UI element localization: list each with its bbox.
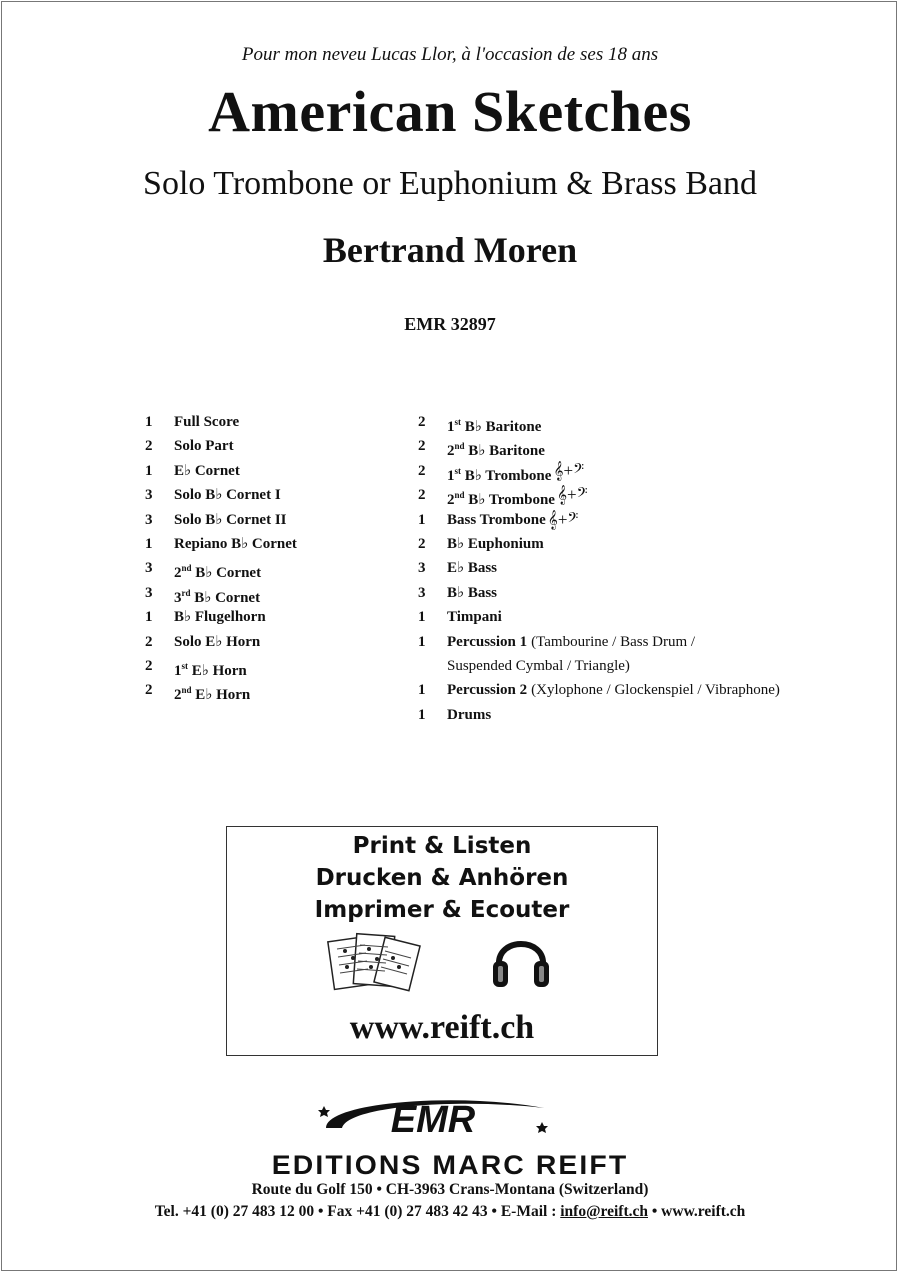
ordinal-suffix: nd: [454, 490, 465, 501]
logo-text: EMR: [390, 1099, 476, 1141]
ordinal-number: 2: [174, 565, 182, 582]
part-name: [447, 605, 502, 629]
part-label: Drums: [447, 706, 492, 723]
part-name: [447, 508, 546, 532]
part-label: B♭ Baritone: [464, 419, 542, 435]
part-label: B♭ Trombone: [464, 467, 552, 484]
part-quantity: 1: [145, 462, 153, 479]
part-quantity: 1: [418, 682, 426, 699]
catalog-number: EMR 32897: [404, 314, 496, 334]
clef-icon: 𝄞+𝄢: [553, 460, 585, 480]
part-row: [418, 532, 780, 556]
part-name: [447, 459, 551, 483]
subtitle: Solo Trombone or Euphonium & Brass Band: [143, 165, 757, 202]
part-quantity: 2: [418, 535, 426, 552]
part-label: B♭ Euphonium: [447, 535, 544, 552]
part-label: B♭ Trombone: [468, 492, 555, 509]
part-quantity: 2: [418, 487, 426, 504]
part-label: Solo B♭ Cornet I: [174, 487, 281, 504]
part-quantity: 1: [145, 535, 153, 552]
print-listen-box: [226, 826, 658, 1056]
parts-list-left: [145, 410, 297, 703]
part-row: [418, 483, 780, 507]
composer: Bertrand Moren: [322, 230, 578, 270]
headphones-icon: [489, 927, 553, 993]
part-name: [447, 703, 491, 727]
part-name: [174, 459, 240, 483]
promo-line-english: Print & Listen: [352, 833, 532, 859]
part-label: Repiano B♭ Cornet: [174, 535, 297, 552]
publisher-address: Route du Golf 150 • CH-3963 Crans-Montana (Switzerland): [251, 1181, 649, 1198]
part-quantity: 2: [418, 462, 426, 479]
part-quantity: 3: [145, 511, 153, 528]
part-quantity: 1: [418, 633, 426, 650]
part-row: [145, 630, 297, 654]
part-label: B♭ Cornet: [195, 565, 262, 582]
promo-url[interactable]: www.reift.ch: [349, 1009, 535, 1046]
part-label: E♭ Horn: [191, 662, 247, 679]
part-name: [174, 630, 260, 654]
part-label: Percussion 1: [447, 633, 528, 650]
part-label: B♭ Flugelhorn: [174, 609, 266, 626]
part-name: [447, 483, 555, 507]
part-label: Full Score: [174, 414, 240, 430]
contact-phone-fax: Tel. +41 (0) 27 483 12 00 • Fax +41 (0) 27 483 42 43 • E-Mail :: [154, 1203, 561, 1220]
part-quantity: 3: [418, 584, 426, 601]
email-link[interactable]: info@reift.ch: [560, 1203, 648, 1220]
part-row: [418, 581, 780, 605]
part-name: [174, 532, 297, 556]
part-quantity: 3: [418, 560, 426, 577]
part-label: Timpani: [447, 609, 502, 626]
part-quantity: 1: [145, 609, 153, 626]
contact-website: • www.reift.ch: [648, 1203, 746, 1220]
part-detail: (Tambourine / Bass Drum /: [531, 633, 696, 650]
emr-logo: [308, 1088, 558, 1148]
part-quantity: 1: [418, 609, 426, 626]
ordinal-number: 1: [174, 662, 182, 679]
part-label: B♭ Bass: [447, 584, 498, 601]
part-label: Solo Part: [174, 438, 234, 455]
part-row: [145, 410, 297, 434]
part-quantity: 3: [145, 487, 153, 504]
part-name: [174, 556, 261, 580]
part-label: B♭ Cornet: [194, 589, 261, 606]
part-label: E♭ Cornet: [174, 462, 240, 479]
part-label: E♭ Horn: [195, 687, 251, 704]
part-row: [418, 459, 780, 483]
part-name: [447, 410, 541, 434]
part-row: [418, 556, 780, 580]
part-row: [418, 508, 780, 532]
part-name: [174, 581, 260, 605]
part-label: Solo B♭ Cornet II: [174, 511, 287, 528]
part-label: E♭ Bass: [447, 560, 498, 577]
part-row: [145, 483, 297, 507]
clef-icon: 𝄞+𝄢: [547, 509, 579, 529]
ordinal-number: 3: [174, 589, 182, 606]
ordinal-suffix: nd: [454, 441, 465, 452]
part-row: [418, 678, 780, 702]
part-quantity: 3: [145, 560, 153, 577]
ordinal-suffix: rd: [181, 587, 191, 598]
part-row: [418, 654, 780, 678]
part-quantity: 2: [145, 438, 153, 455]
part-name: [447, 581, 497, 605]
promo-line-french: Imprimer & Ecouter: [314, 897, 570, 923]
part-row: [145, 532, 297, 556]
part-quantity: 2: [418, 438, 426, 455]
part-row: [145, 605, 297, 629]
part-row: [145, 654, 297, 678]
part-name: [174, 654, 247, 678]
ordinal-suffix: st: [454, 417, 461, 427]
part-row: [418, 630, 780, 654]
part-row: [145, 434, 297, 458]
part-label: Solo E♭ Horn: [174, 633, 261, 650]
part-name: [174, 678, 250, 702]
ordinal-number: 1: [447, 467, 455, 484]
part-quantity: 2: [145, 633, 153, 650]
part-name: [174, 508, 287, 532]
part-row: [418, 605, 780, 629]
part-label: Percussion 2: [447, 682, 528, 699]
part-label: B♭ Baritone: [468, 443, 545, 460]
part-name: [174, 605, 266, 629]
part-name: [447, 556, 497, 580]
part-row: [145, 508, 297, 532]
part-row: [145, 459, 297, 483]
part-quantity: 1: [418, 706, 426, 723]
publisher-name: EDITIONS MARC REIFT: [271, 1150, 629, 1180]
ordinal-number: 2: [447, 492, 455, 509]
part-quantity: 1: [145, 414, 153, 430]
ordinal-suffix: st: [181, 660, 188, 671]
part-quantity: 1: [418, 511, 426, 528]
part-name: [174, 434, 234, 458]
promo-line-german: Drucken & Anhören: [315, 865, 569, 891]
part-row: [145, 678, 297, 702]
part-quantity: 2: [418, 414, 426, 430]
ordinal-suffix: st: [454, 465, 461, 476]
publisher-contact: [0, 1203, 900, 1221]
part-detail: (Xylophone / Glockenspiel / Vibraphone): [531, 682, 780, 699]
part-row: [145, 581, 297, 605]
part-quantity: 2: [145, 682, 153, 699]
page-title: American Sketches: [208, 79, 692, 144]
part-label: Bass Trombone: [447, 511, 546, 528]
part-name: [174, 483, 281, 507]
ordinal-number: 1: [447, 419, 455, 435]
part-row: [418, 434, 780, 458]
ordinal-number: 2: [174, 687, 182, 704]
ordinal-number: 2: [447, 443, 455, 460]
clef-icon: 𝄞+𝄢: [556, 485, 588, 505]
part-name: [174, 410, 239, 434]
ordinal-suffix: nd: [181, 685, 192, 696]
part-name: [447, 630, 527, 654]
part-row: [418, 410, 780, 434]
part-detail: Suspended Cymbal / Triangle): [447, 657, 630, 674]
part-name: [447, 434, 545, 458]
sheet-music-icon: [327, 931, 423, 993]
part-row: [418, 703, 780, 727]
part-quantity: 3: [145, 584, 153, 601]
parts-list-right: [418, 410, 780, 727]
part-row: [145, 556, 297, 580]
part-name: [447, 532, 544, 556]
part-name: [447, 678, 527, 702]
ordinal-suffix: nd: [181, 563, 192, 574]
dedication: Pour mon neveu Lucas Llor, à l'occasion de ses 18 ans: [241, 44, 659, 65]
part-quantity: 2: [145, 657, 153, 674]
